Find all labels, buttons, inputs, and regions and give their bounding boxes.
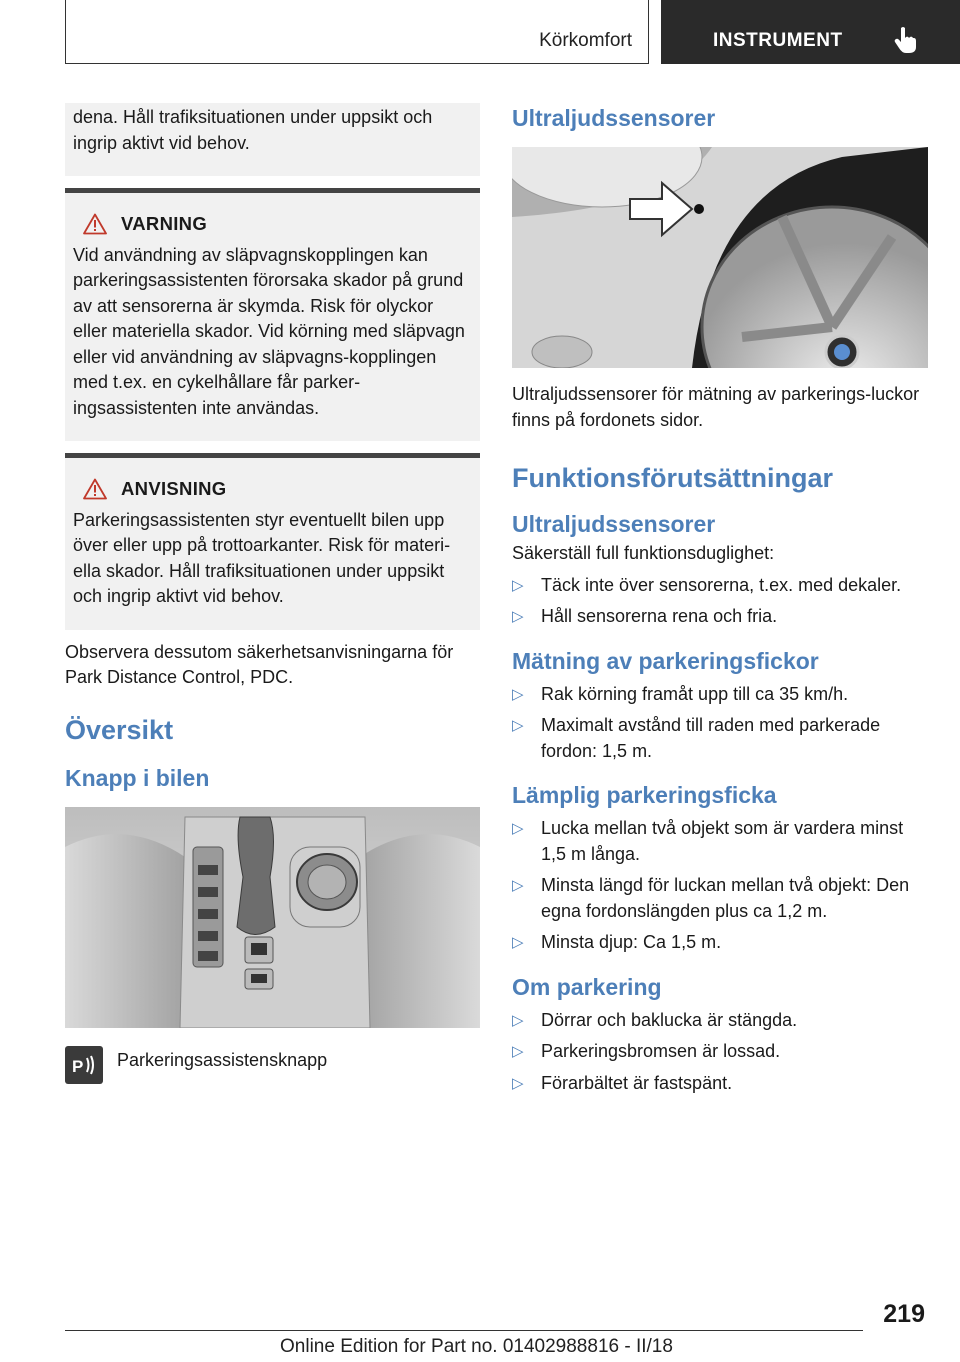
suitable-list [512,816,928,956]
footer-edition: Online Edition for Part no. 01402988816 - II/18 [280,1336,673,1357]
sensors-subheading: Ultraljudssensorer [512,511,716,537]
overview-heading: Översikt [65,714,174,745]
list-item: ▷ Håll sensorerna rena och fria. [512,606,778,626]
header-instrument-tab[interactable] [661,0,960,64]
list-item: ▷ Maximalt avstånd till raden med parkerade fordon: 1,5 m. [512,715,881,761]
wheel-sensor-photo [512,147,928,368]
suitable-space-heading: Lämplig parkeringsficka [512,782,777,808]
button-caption: Parkeringsassistensknapp [117,1049,328,1070]
footer-divider [65,1330,863,1331]
warning-title-row [83,211,472,237]
notice-title-row [83,476,472,502]
button-caption-row [65,1046,480,1084]
list-item: ▷ Minsta djup: Ca 1,5 m. [512,932,722,952]
parking-heading: Om parkering [512,973,662,1000]
page-number: 219 [883,1300,925,1328]
header-section-box [65,0,649,64]
caution-triangle-icon [83,478,107,500]
function-prereq-heading: Funktionsförutsättningar [512,463,833,493]
list-item: ▷ Parkeringsbromsen är lossad. [512,1041,781,1061]
list-item: ▷ Dörrar och baklucka är stängda. [512,1009,798,1030]
right-column [512,103,928,1096]
measure-heading: Mätning av parkeringsfickor [512,647,819,674]
notice-title: ANVISNING [121,478,227,499]
warning-title: VARNING [121,213,208,234]
header-section-title: Körkomfort [539,30,632,51]
list-item: ▷ Förarbältet är fastspänt. [512,1072,733,1093]
sensors-heading: Ultraljudssensorer [512,105,716,131]
left-column [65,103,480,1084]
warning-box [65,188,480,441]
notice-box [65,453,480,630]
sensor-caption: Ultraljudssensorer för mätning av parkerings-luckor finns på fordonets sidor. [512,384,920,430]
center-console-photo [65,807,480,1028]
list-item: ▷ Rak körning framåt upp till ca 35 km/h. [512,683,849,704]
measure-list [512,682,928,765]
warning-text: Vid användning av släpvagnskopplingen kan parkeringsassistenten förorsaka skador på grund av att sensorerna är skymda. Risk för olyckor eller materiella skador. Vid körning med släpvagn eller vid användning av släpvagns-kopplingen med t.ex. en cykelhållare får parker-ingsassistenten inte användas. [73,244,465,418]
parking-assist-button-icon [65,1046,103,1084]
pointing-hand-icon [893,26,919,54]
list-item: ▷ Lucka mellan två objekt som är vardera minst 1,5 m långa. [512,818,904,864]
safety-reference-text: Observera dessutom säkerhetsanvisningarna för Park Distance Control, PDC. [65,641,454,687]
notice-text: Parkeringsassistenten styr eventuellt bilen upp över eller upp på trottoarkanter. Risk för materi-ella skador. Håll trafiksituationen under uppsikt och ingrip aktivt vid behov. [73,509,451,606]
svg-text:P: P [72,1056,84,1076]
continued-note [65,103,480,176]
button-heading: Knapp i bilen [65,764,210,791]
list-item: ▷ Täck inte över sensorerna, t.ex. med dekaler. [512,574,902,595]
parking-list [512,1008,928,1097]
ensure-text: Säkerställ full funktionsduglighet: [512,543,775,563]
center-console-illustration [65,807,480,1028]
header-tab-label: INSTRUMENT [713,30,843,51]
sensor-list [512,573,928,630]
continued-note-text: dena. Håll trafiksituationen under uppsikt och ingrip aktivt vid behov. [73,107,433,153]
list-item: ▷ Minsta längd för luckan mellan två objekt: Den egna fordonslängden plus ca 1,2 m. [512,875,910,921]
wheel-sensor-illustration [512,147,928,368]
warning-triangle-icon [83,213,107,235]
